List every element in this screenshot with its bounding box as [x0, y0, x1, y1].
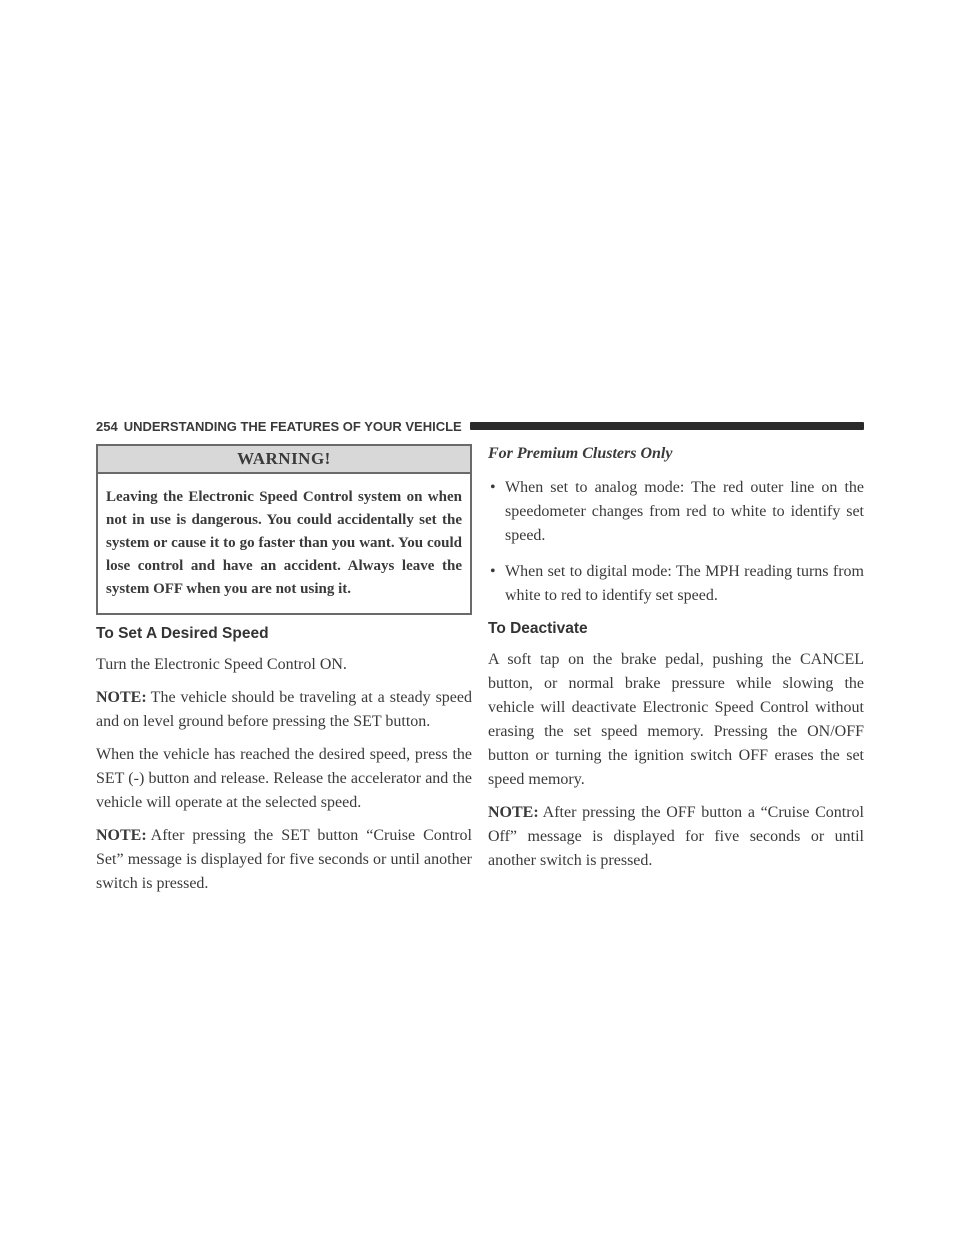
bullet-text: When set to analog mode: The red outer line on the speedometer changes from red to white to identify set speed.	[505, 479, 864, 544]
deactivate-heading: To Deactivate	[488, 620, 588, 637]
note-text: The vehicle should be traveling at a steady speed and on level ground before pressing the SET button.	[96, 689, 472, 730]
page-header	[96, 416, 864, 436]
deactivate-body: A soft tap on the brake pedal, pushing the CANCEL button, or normal brake pressure while slowing the vehicle will deactivate Electronic Speed Control without erasing the set speed memory. Pressing the ON/OFF button or turning the ignition switch OFF erases the set speed memory.	[488, 651, 864, 788]
warning-heading: WARNING!	[98, 446, 470, 474]
set-speed-intro: Turn the Electronic Speed Control ON.	[96, 656, 347, 673]
page-number: 254	[96, 418, 118, 434]
bullet-icon: •	[490, 479, 496, 496]
set-speed-heading: To Set A Desired Speed	[96, 625, 269, 642]
note-label: NOTE:	[96, 827, 147, 844]
bullet-icon: •	[490, 563, 496, 580]
set-speed-note-2	[96, 824, 472, 896]
note-text: After pressing the OFF button a “Cruise Control Off” message is displayed for five seconds or until another switch is pressed.	[488, 804, 864, 869]
note-label: NOTE:	[488, 804, 539, 821]
premium-heading: For Premium Clusters Only	[488, 445, 673, 462]
warning-text: Leaving the Electronic Speed Control system on when not in use is dangerous. You could accidentally set the system or cause it to go faster than you want. You could lose control and have an accident. Always leave the system OFF when you are not using it.	[106, 489, 462, 597]
list-item	[488, 476, 864, 548]
premium-bullet-list	[488, 476, 864, 608]
note-label: NOTE:	[96, 689, 147, 706]
list-item	[488, 560, 864, 608]
section-title: UNDERSTANDING THE FEATURES OF YOUR VEHICLE	[123, 418, 462, 434]
set-speed-note-1	[96, 686, 472, 734]
warning-box	[96, 444, 472, 615]
header-rule	[470, 422, 864, 430]
set-speed-body: When the vehicle has reached the desired speed, press the SET (-) button and release. Release the accelerator and the vehicle will operate at the selected speed.	[96, 746, 472, 811]
left-column	[96, 444, 472, 905]
deactivate-note	[488, 801, 864, 873]
right-column	[488, 444, 864, 882]
note-text: After pressing the SET button “Cruise Control Set” message is displayed for five seconds or until another switch is pressed.	[96, 827, 472, 892]
bullet-text: When set to digital mode: The MPH reading turns from white to red to identify set speed.	[505, 563, 864, 604]
